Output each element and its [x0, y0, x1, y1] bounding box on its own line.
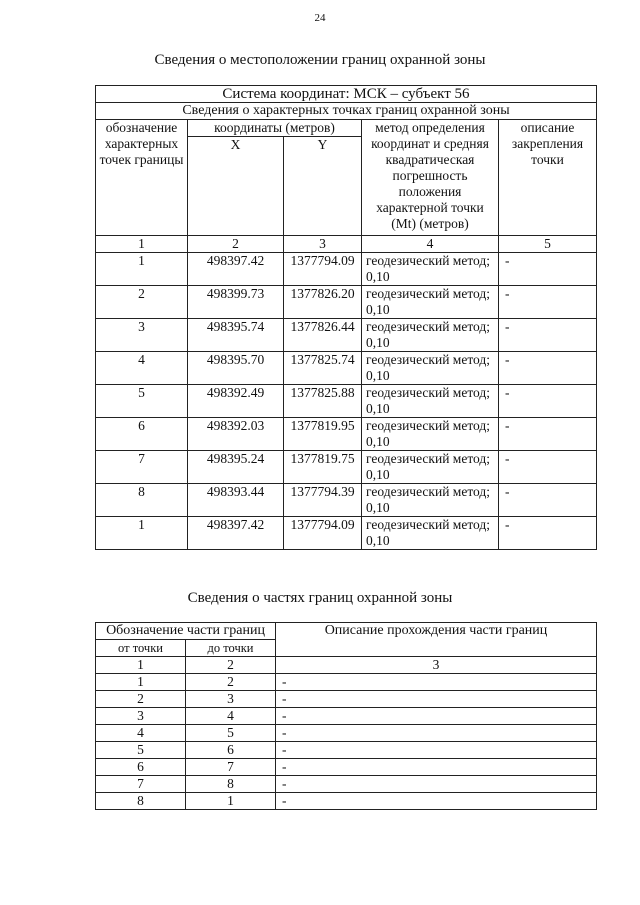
table-row — [96, 674, 597, 691]
coordinate-x: 498395.24 — [188, 451, 284, 484]
parts-section-title: Сведения о частях границ охранной зоны — [187, 590, 453, 606]
method-accuracy: геодезический метод; 0,10 — [362, 517, 499, 550]
point-number: 7 — [96, 451, 188, 484]
from-point: 7 — [96, 776, 186, 793]
col-header-designation: обозначение характерных точек границы — [96, 120, 188, 236]
method-accuracy: геодезический метод; 0,10 — [362, 484, 499, 517]
table-row — [96, 793, 597, 810]
coordinate-x: 498392.49 — [188, 385, 284, 418]
table-row — [96, 776, 597, 793]
table-row — [96, 759, 597, 776]
point-number: 4 — [96, 352, 188, 385]
coordinate-x: 498397.42 — [188, 517, 284, 550]
part-description: - — [276, 674, 597, 691]
col-header-to: до точки — [186, 640, 276, 657]
table-row — [96, 253, 597, 286]
column-number: 3 — [276, 657, 597, 674]
point-number: 2 — [96, 286, 188, 319]
part-description: - — [276, 793, 597, 810]
coordinate-y: 1377826.44 — [284, 319, 362, 352]
col-header-part-description: Описание прохождения части границ — [276, 623, 597, 657]
fixing-description: - — [499, 352, 597, 385]
part-description: - — [276, 691, 597, 708]
table-row — [96, 418, 597, 451]
column-number: 4 — [362, 236, 499, 253]
fixing-description: - — [499, 385, 597, 418]
table-row — [96, 725, 597, 742]
method-accuracy: геодезический метод; 0,10 — [362, 352, 499, 385]
header-row-1 — [96, 623, 597, 640]
point-number: 1 — [96, 517, 188, 550]
to-point: 8 — [186, 776, 276, 793]
coordinate-y: 1377794.39 — [284, 484, 362, 517]
fixing-description: - — [499, 253, 597, 286]
to-point: 7 — [186, 759, 276, 776]
point-number: 5 — [96, 385, 188, 418]
table-subtitle-row — [96, 103, 597, 120]
to-point: 3 — [186, 691, 276, 708]
part-description: - — [276, 776, 597, 793]
column-number: 2 — [188, 236, 284, 253]
coordinate-system-row — [96, 86, 597, 103]
page-number: 24 — [314, 12, 326, 24]
column-number: 1 — [96, 236, 188, 253]
table-subtitle: Сведения о характерных точках границ охранной зоны — [96, 103, 597, 120]
coordinate-y: 1377794.09 — [284, 253, 362, 286]
header-row-1 — [96, 120, 597, 137]
point-number: 6 — [96, 418, 188, 451]
table-row — [96, 385, 597, 418]
from-point: 8 — [96, 793, 186, 810]
col-header-y: Y — [284, 137, 362, 236]
from-point: 5 — [96, 742, 186, 759]
coordinate-y: 1377825.74 — [284, 352, 362, 385]
fixing-description: - — [499, 286, 597, 319]
column-number: 1 — [96, 657, 186, 674]
coordinate-y: 1377819.95 — [284, 418, 362, 451]
coordinate-y: 1377794.09 — [284, 517, 362, 550]
coordinate-y: 1377826.20 — [284, 286, 362, 319]
column-numbers-row — [96, 657, 597, 674]
point-number: 1 — [96, 253, 188, 286]
to-point: 5 — [186, 725, 276, 742]
table-row — [96, 691, 597, 708]
fixing-description: - — [499, 451, 597, 484]
col-header-x: X — [188, 137, 284, 236]
table-row — [96, 286, 597, 319]
method-accuracy: геодезический метод; 0,10 — [362, 385, 499, 418]
column-number: 5 — [499, 236, 597, 253]
coordinate-x: 498397.42 — [188, 253, 284, 286]
to-point: 2 — [186, 674, 276, 691]
from-point: 1 — [96, 674, 186, 691]
boundary-parts-table — [95, 622, 597, 810]
method-accuracy: геодезический метод; 0,10 — [362, 286, 499, 319]
table-row — [96, 708, 597, 725]
coordinate-system: Система координат: МСК – субъект 56 — [96, 86, 597, 103]
method-accuracy: геодезический метод; 0,10 — [362, 418, 499, 451]
part-description: - — [276, 759, 597, 776]
table-row — [96, 352, 597, 385]
boundary-points-table — [95, 85, 597, 550]
from-point: 3 — [96, 708, 186, 725]
coordinate-x: 498395.74 — [188, 319, 284, 352]
column-numbers-row — [96, 236, 597, 253]
document-title: Сведения о местоположении границ охранной зоны — [154, 52, 486, 68]
col-header-method: метод определения координат и средняя квадратическая погрешность положения характерной точки (Mt) (метров) — [362, 120, 499, 236]
column-number: 2 — [186, 657, 276, 674]
fixing-description: - — [499, 418, 597, 451]
point-number: 3 — [96, 319, 188, 352]
coordinate-x: 498395.70 — [188, 352, 284, 385]
col-header-from: от точки — [96, 640, 186, 657]
from-point: 2 — [96, 691, 186, 708]
col-header-part: Обозначение части границ — [96, 623, 276, 640]
method-accuracy: геодезический метод; 0,10 — [362, 319, 499, 352]
part-description: - — [276, 708, 597, 725]
method-accuracy: геодезический метод; 0,10 — [362, 253, 499, 286]
to-point: 1 — [186, 793, 276, 810]
to-point: 6 — [186, 742, 276, 759]
col-header-coordinates: координаты (метров) — [188, 120, 362, 137]
coordinate-x: 498399.73 — [188, 286, 284, 319]
part-description: - — [276, 742, 597, 759]
coordinate-y: 1377819.75 — [284, 451, 362, 484]
table-row — [96, 517, 597, 550]
to-point: 4 — [186, 708, 276, 725]
coordinate-x: 498392.03 — [188, 418, 284, 451]
table-row — [96, 742, 597, 759]
fixing-description: - — [499, 484, 597, 517]
coordinate-y: 1377825.88 — [284, 385, 362, 418]
table-row — [96, 319, 597, 352]
table-row — [96, 484, 597, 517]
point-number: 8 — [96, 484, 188, 517]
fixing-description: - — [499, 319, 597, 352]
part-description: - — [276, 725, 597, 742]
from-point: 4 — [96, 725, 186, 742]
column-number: 3 — [284, 236, 362, 253]
method-accuracy: геодезический метод; 0,10 — [362, 451, 499, 484]
table-row — [96, 451, 597, 484]
from-point: 6 — [96, 759, 186, 776]
fixing-description: - — [499, 517, 597, 550]
col-header-description: описание закрепления точки — [499, 120, 597, 236]
coordinate-x: 498393.44 — [188, 484, 284, 517]
